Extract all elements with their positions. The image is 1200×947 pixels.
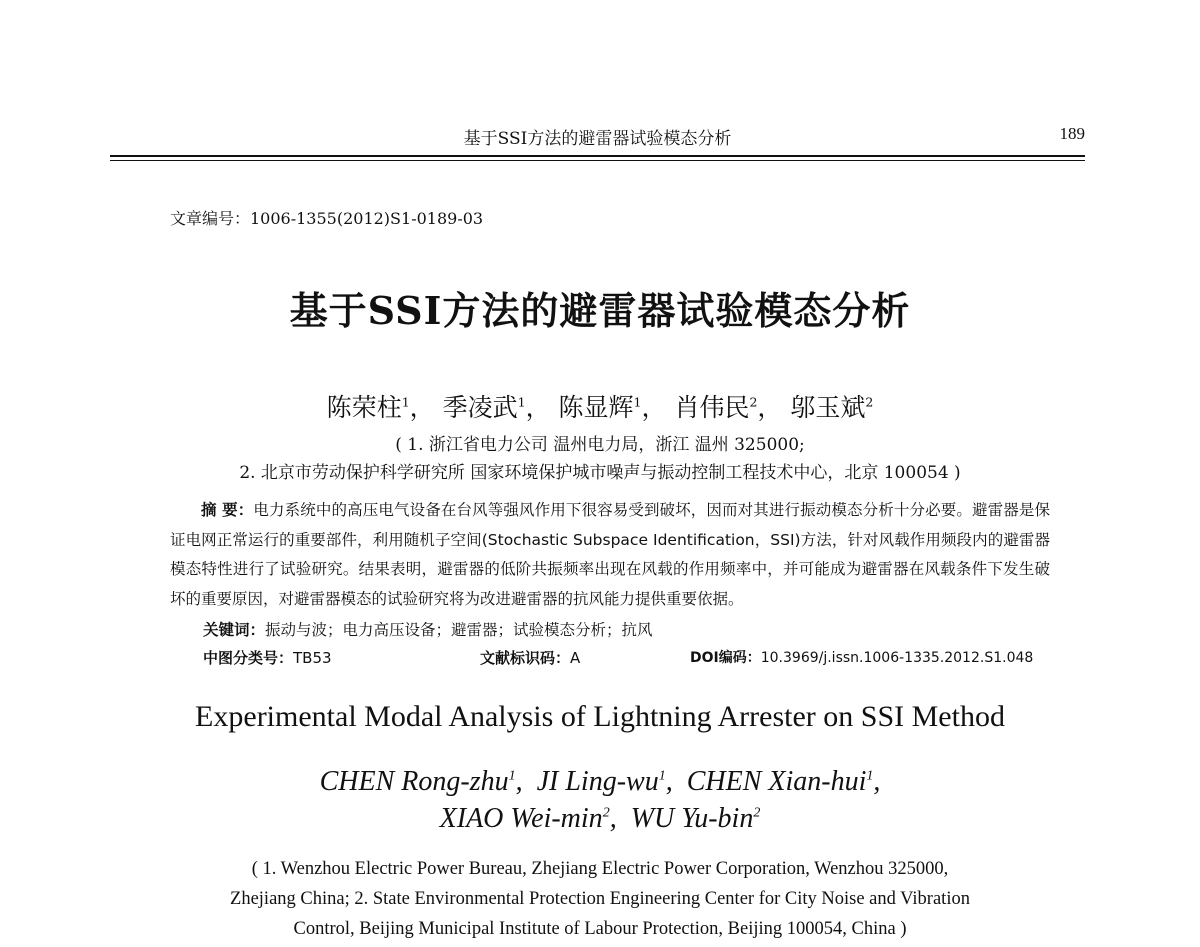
affiliation-zh-1: ( 1. 浙江省电力公司 温州电力局，浙江 温州 325000;: [395, 435, 805, 455]
classification-label: 中图分类号：: [203, 649, 294, 667]
header-rule-thick: [110, 155, 1085, 157]
author: WU Yu-bin$^2$: [630, 803, 761, 834]
author: CHEN Rong-zhu$^1$: [319, 766, 516, 797]
keywords: [203, 618, 653, 640]
author: 季凌武$^1$: [442, 393, 526, 422]
keywords-label: 关键词：: [203, 621, 266, 639]
author: 肖伟民$^2$: [674, 393, 758, 422]
author: 陈荣柱$^1$: [326, 393, 410, 422]
title-en: Experimental Modal Analysis of Lightning Arrester on SSI Method: [195, 700, 1005, 733]
abstract-label: 摘 要：: [201, 501, 254, 519]
authors-en-line-1: CHEN Rong-zhu$^1$, JI Ling-$wu^1$, CHEN Xian-hui$^1$,: [319, 766, 881, 797]
doi-label: DOI编码：: [690, 650, 761, 666]
doi-value: 10.3969/j.issn.1006-1335.2012.S1.048: [760, 650, 1034, 666]
document-code: [480, 647, 580, 668]
doi: [690, 647, 1033, 667]
author: CHEN Xian-hui$^1$: [686, 766, 874, 797]
classification-number: [203, 647, 332, 668]
author: XIAO Wei-$\min^2$: [439, 803, 610, 834]
affiliation-en-3: Control, Beijing Municipal Institute of Labour Protection, Beijing 100054, China ): [293, 919, 907, 939]
affiliation-zh-2: 2. 北京市劳动保护科学研究所 国家环境保护城市噪声与振动控制工程技术中心，北京 100054 ): [239, 463, 961, 483]
affiliation-en-1: ( 1. Wenzhou Electric Power Bureau, Zhejiang Electric Power Corporation, Wenzhou 325000,: [251, 859, 949, 879]
header-rule-thin: [110, 160, 1085, 161]
page-number: 189: [1059, 124, 1085, 143]
title-zh: 基于SSI方法的避雷器试验模态分析: [289, 288, 911, 333]
author: 陈显辉$^1$: [558, 393, 642, 422]
keywords-text: 振动与波；电力高压设备；避雷器；试验模态分析；抗风: [265, 621, 653, 639]
running-title: 基于SSI方法的避雷器试验模态分析: [463, 129, 732, 149]
classification-value: TB53: [293, 649, 332, 667]
document-code-label: 文献标识码：: [480, 649, 571, 667]
abstract: [170, 496, 1050, 614]
author: 邬玉斌$^2$: [790, 393, 874, 422]
article-number: 文章编号：1006-1355(2012)S1-0189-03: [170, 209, 484, 228]
author: JI Ling-$wu^1$: [536, 766, 666, 797]
document-code-value: A: [570, 649, 581, 667]
authors-zh: 陈荣柱$^1$， 季凌武$^1$， 陈显辉$^1$， 肖伟民$^2$， 邬玉斌$^2$: [326, 393, 874, 422]
authors-en-line-2: XIAO Wei-$\min^2$, WU Yu-bin$^2$: [439, 803, 761, 834]
abstract-text: 电力系统中的高压电气设备在台风等强风作用下很容易受到破坏，因而对其进行振动模态分析十分必要。避雷器是保证电网正常运行的重要部件，利用随机子空间(Stochastic Subspace Identification，SSI)方法，针对风载作用频段内的避雷器模态特性进行了试验研究。结果表明，避雷器的低阶共振频率出现在风载的作用频率中，并可能成为避雷器在风载条件下发生破坏的重要原因，对避雷器模态的试验研究将为改进避雷器的抗风能力提供重要依据。: [170, 501, 1050, 608]
affiliation-en-2: Zhejiang China; 2. State Environmental Protection Engineering Center for City Noise and Vibration: [230, 889, 970, 909]
